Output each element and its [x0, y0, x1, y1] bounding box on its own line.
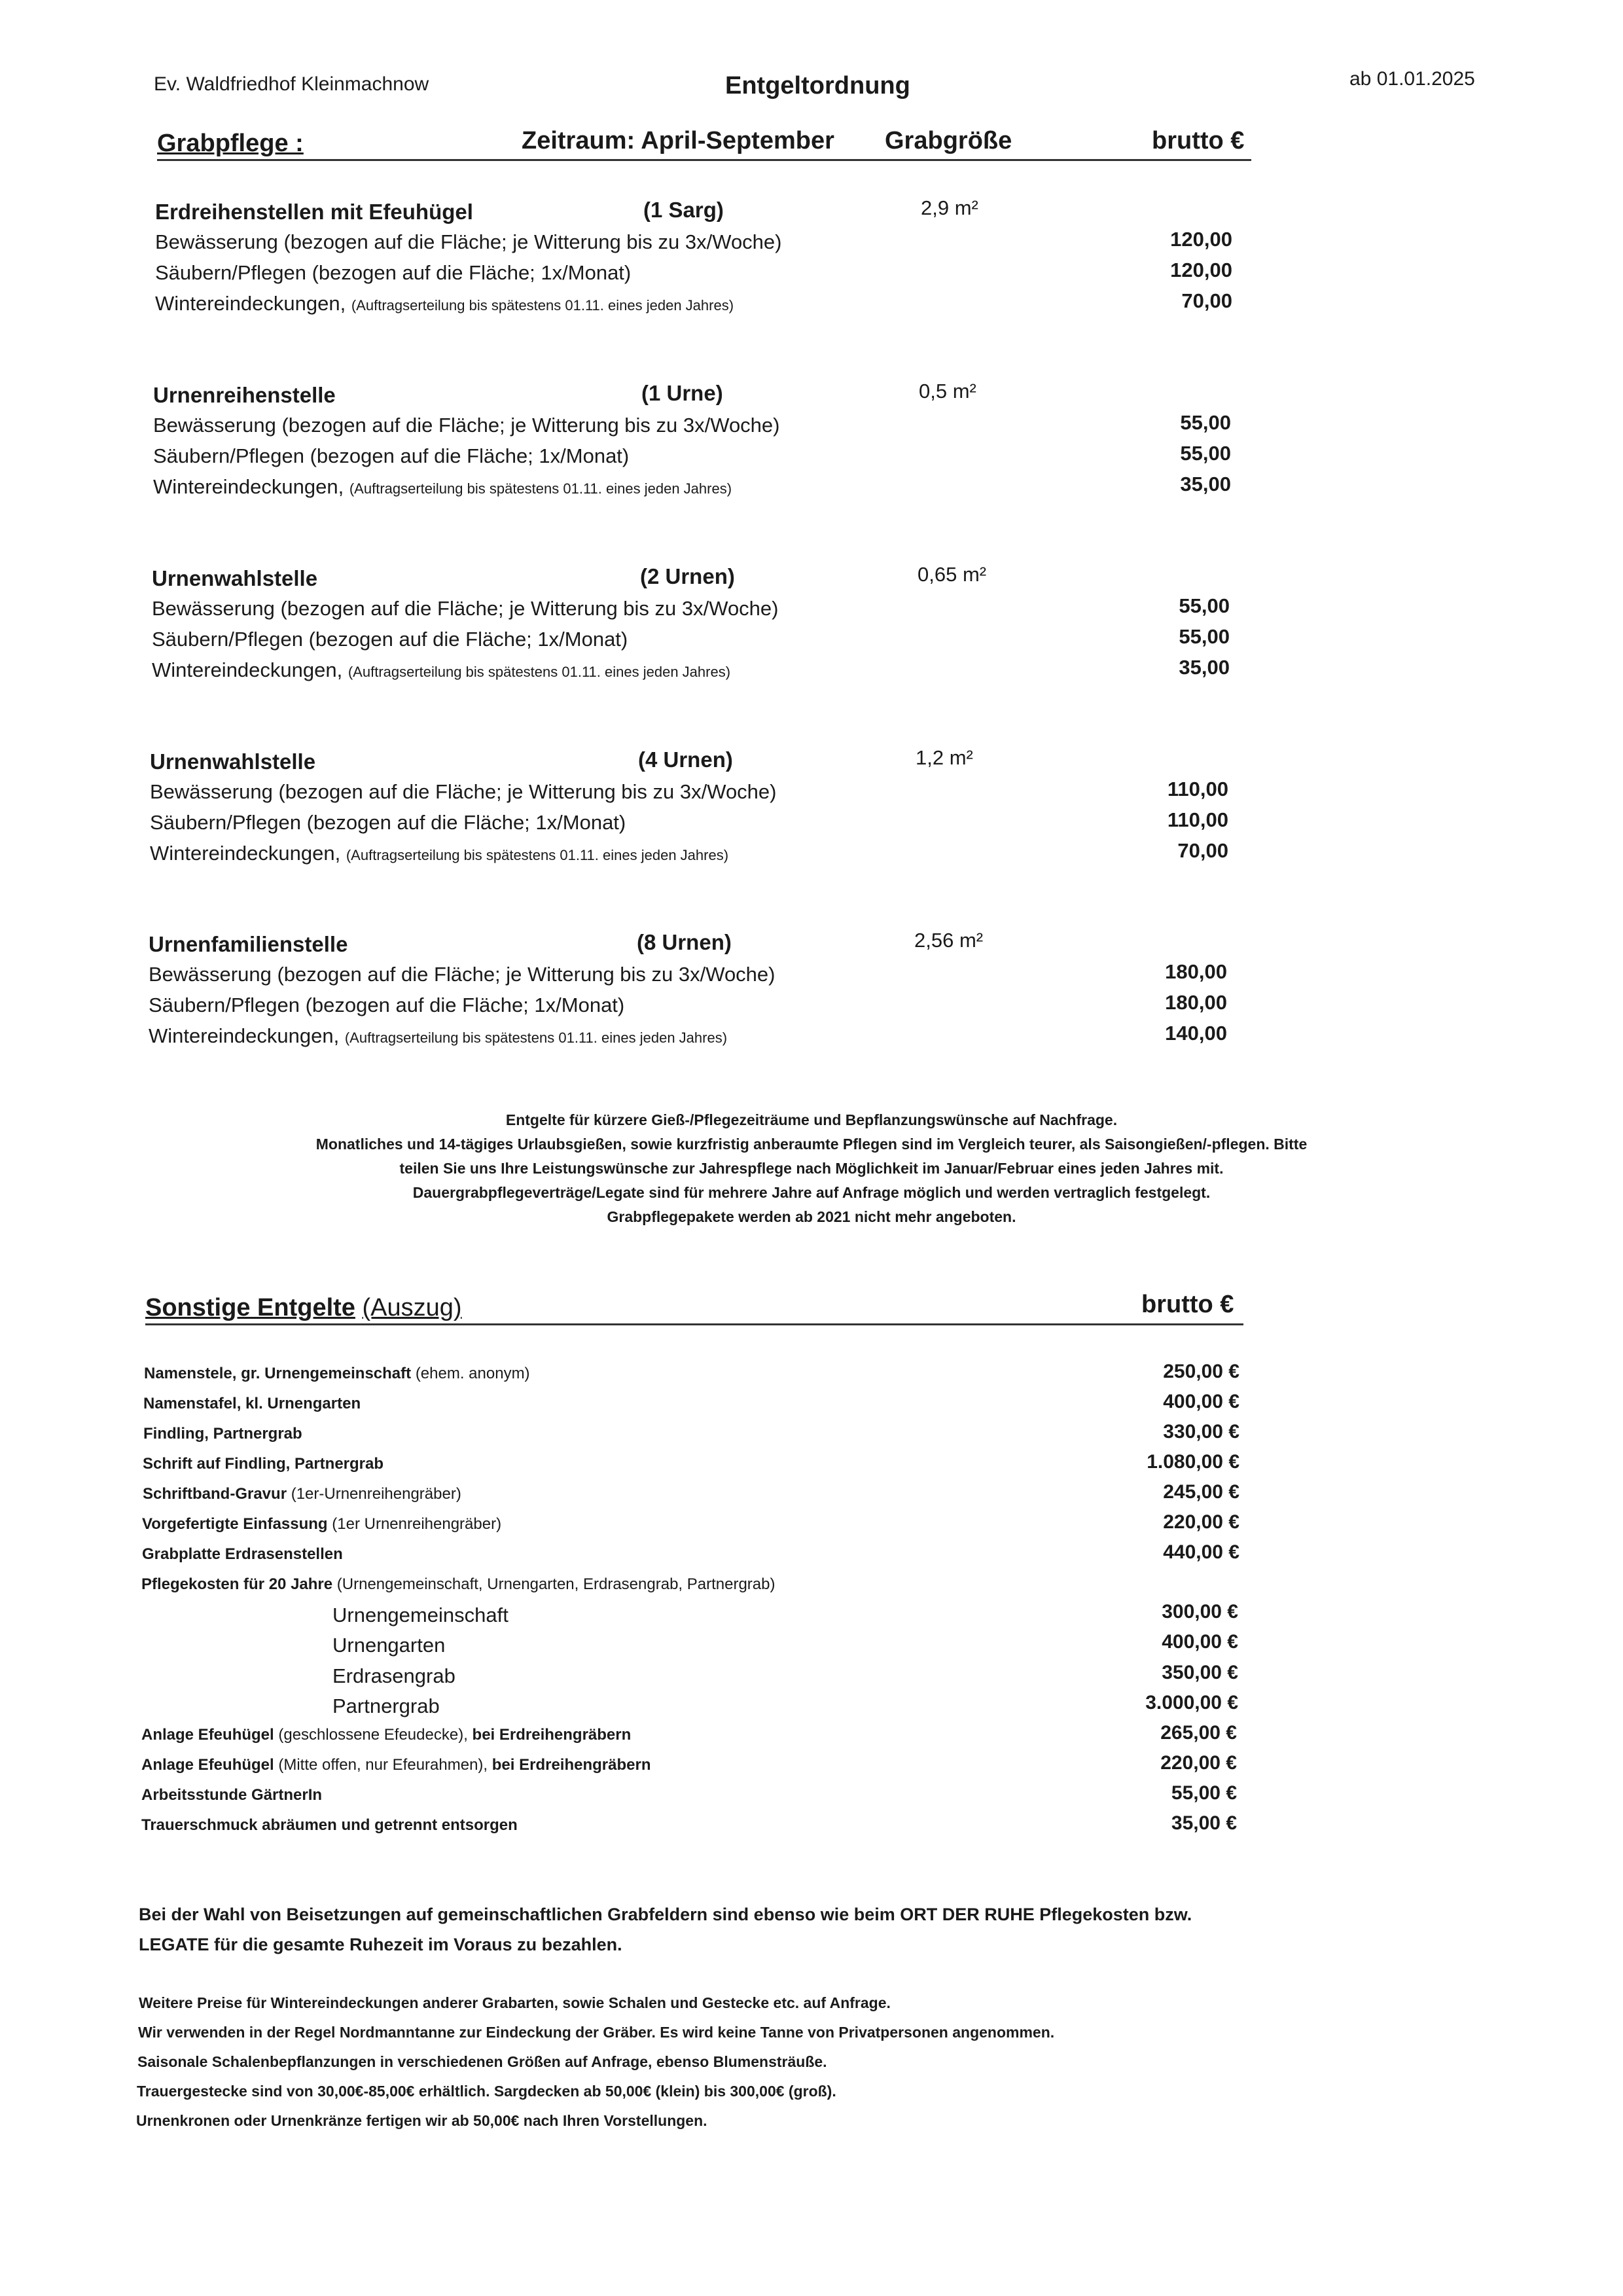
sonstige-rule — [145, 1323, 1243, 1325]
fee-item-price: 400,00 € — [1163, 1391, 1240, 1412]
fee-item — [143, 1485, 461, 1503]
watering-price: 55,00 — [1179, 594, 1230, 617]
watering-price: 180,00 — [1165, 960, 1227, 983]
header-rule — [157, 159, 1251, 161]
fee-item-name: Schriftband-Gravur — [143, 1485, 287, 1503]
fee-item-name: Pflegekosten für 20 Jahre — [141, 1575, 333, 1593]
winter-cover-label: Wintereindeckungen, — [153, 475, 344, 498]
care-cost-price: 350,00 € — [1162, 1662, 1238, 1683]
note-line: Entgelte für kürzere Gieß-/Pflegezeiträume und Bepflanzungswünsche auf Nachfrage. — [505, 1111, 1118, 1128]
sonstige-heading — [145, 1294, 462, 1322]
winter-cover-price: 70,00 — [1177, 839, 1228, 862]
winter-cover-price: 70,00 — [1181, 289, 1232, 312]
grave-unit: (1 Sarg) — [643, 198, 724, 222]
fee-item-name: Schrift auf Findling, Partnergrab — [143, 1455, 384, 1473]
grave-unit: (4 Urnen) — [638, 747, 733, 772]
footer-line: Saisonale Schalenbepflanzungen in verschiedenen Größen auf Anfrage, ebenso Blumensträuße. — [137, 2053, 827, 2070]
fee-item-price: 35,00 € — [1171, 1812, 1237, 1834]
fee-item — [141, 1726, 631, 1744]
winter-cover-deadline: (Auftragserteilung bis spätestens 01.11. eines jeden Jahres) — [346, 847, 729, 863]
winter-cover-row — [150, 842, 728, 865]
fee-item — [143, 1425, 302, 1443]
care-cost-price: 300,00 € — [1162, 1601, 1238, 1623]
note-line: Monatliches und 14-tägiges Urlaubsgießen, sowie kurzfristig anberaumte Pflegen sind im Vergleich teurer, als Saisongießen/-pflegen. Bitte — [315, 1136, 1308, 1153]
fee-item-price: 220,00 € — [1163, 1511, 1240, 1533]
winter-cover-label: Wintereindeckungen, — [150, 842, 341, 865]
cleaning-label: Säubern/Pflegen (bezogen auf die Fläche; 1x/Monat) — [150, 811, 626, 834]
fee-item-price: 1.080,00 € — [1147, 1451, 1240, 1473]
note-line: teilen Sie uns Ihre Leistungswünsche zur Jahrespflege nach Möglichkeit im Januar/Februar eines jeden Jahres mit. — [399, 1160, 1224, 1177]
winter-cover-deadline: (Auftragserteilung bis spätestens 01.11. eines jeden Jahres) — [344, 1030, 728, 1046]
legate-paragraph — [139, 1899, 1192, 1960]
fee-item — [143, 1455, 383, 1473]
cleaning-label: Säubern/Pflegen (bezogen auf die Fläche; 1x/Monat) — [152, 628, 628, 651]
grave-name: Erdreihenstellen mit Efeuhügel — [155, 200, 473, 224]
grave-size: 1,2 m² — [916, 746, 973, 769]
care-cost-grave-type: Urnengemeinschaft — [332, 1604, 508, 1626]
watering-price: 55,00 — [1180, 411, 1231, 434]
winter-cover-label: Wintereindeckungen, — [152, 658, 343, 681]
fee-item — [143, 1395, 361, 1413]
care-cost-grave-type: Urnengarten — [332, 1634, 446, 1657]
fee-item-name: Arbeitsstunde GärtnerIn — [141, 1786, 323, 1804]
note-line: Dauergrabpflegeverträge/Legate sind für mehrere Jahre auf Anfrage möglich und werden vertraglich festgelegt. — [412, 1184, 1211, 1201]
fee-item-price: 245,00 € — [1163, 1481, 1240, 1503]
fee-item-detail: (Urnengemeinschaft, Urnengarten, Erdrasengrab, Partnergrab) — [336, 1575, 776, 1593]
watering-price: 120,00 — [1170, 228, 1232, 251]
care-cost-price: 3.000,00 € — [1145, 1692, 1238, 1713]
grabpflege-notes — [0, 1108, 1623, 1229]
grave-name: Urnenwahlstelle — [152, 566, 318, 590]
fee-item — [142, 1515, 501, 1534]
grave-size-column-header: Grabgröße — [885, 127, 1012, 154]
grabpflege-heading: Grabpflege : — [157, 130, 304, 157]
winter-cover-label: Wintereindeckungen, — [149, 1024, 340, 1047]
fee-item-detail: (Mitte offen, nur Efeurahmen), — [278, 1756, 488, 1774]
cleaning-price: 110,00 — [1167, 808, 1228, 831]
cleaning-label: Säubern/Pflegen (bezogen auf die Fläche; 1x/Monat) — [155, 261, 632, 284]
fee-item-name: Namenstafel, kl. Urnengarten — [143, 1395, 361, 1412]
grave-unit: (2 Urnen) — [640, 564, 735, 588]
watering-label: Bewässerung (bezogen auf die Fläche; je Witterung bis zu 3x/Woche) — [153, 414, 780, 437]
fee-item-name: Anlage Efeuhügel — [141, 1756, 274, 1774]
winter-cover-row — [152, 658, 730, 682]
fee-item — [144, 1365, 530, 1383]
fee-item-name: Findling, Partnergrab — [143, 1425, 302, 1443]
watering-label: Bewässerung (bezogen auf die Fläche; je Witterung bis zu 3x/Woche) — [149, 963, 776, 986]
winter-cover-deadline: (Auftragserteilung bis spätestens 01.11. eines jeden Jahres) — [349, 480, 732, 497]
cleaning-price: 55,00 — [1180, 442, 1231, 465]
grave-unit: (1 Urne) — [641, 381, 723, 405]
care-cost-grave-type: Partnergrab — [332, 1695, 440, 1717]
winter-cover-label: Wintereindeckungen, — [155, 292, 346, 315]
cleaning-label: Säubern/Pflegen (bezogen auf die Fläche; 1x/Monat) — [149, 994, 625, 1016]
fee-item-scope: bei Erdreihengräbern — [491, 1756, 651, 1774]
fee-item-price: 250,00 € — [1163, 1361, 1240, 1382]
page-title: Entgeltordnung — [725, 72, 910, 99]
winter-cover-deadline: (Auftragserteilung bis spätestens 01.11. eines jeden Jahres) — [348, 664, 731, 680]
paragraph-line: LEGATE für die gesamte Ruhezeit im Voraus zu bezahlen. — [139, 1935, 622, 1954]
fee-item — [141, 1786, 322, 1804]
fee-item-detail: (geschlossene Efeudecke), — [278, 1726, 468, 1744]
fee-item — [141, 1756, 651, 1774]
cleaning-price: 120,00 — [1170, 259, 1232, 281]
grave-name: Urnenfamilienstelle — [149, 932, 348, 956]
footer-line: Trauergestecke sind von 30,00€-85,00€ erhältlich. Sargdecken ab 50,00€ (klein) bis 300,00€ (groß). — [137, 2083, 836, 2100]
watering-label: Bewässerung (bezogen auf die Fläche; je Witterung bis zu 3x/Woche) — [150, 780, 777, 803]
fee-item-detail: (ehem. anonym) — [415, 1365, 530, 1382]
fee-item-name: Trauerschmuck abräumen und getrennt entsorgen — [141, 1816, 518, 1834]
cleaning-price: 55,00 — [1179, 625, 1230, 648]
footer-line: Urnenkronen oder Urnenkränze fertigen wir ab 50,00€ nach Ihren Vorstellungen. — [136, 2112, 707, 2129]
grave-name: Urnenreihenstelle — [153, 383, 336, 407]
grave-size: 2,9 m² — [921, 196, 978, 219]
sonstige-price-column-header: brutto € — [1141, 1291, 1234, 1318]
paragraph-line: Bei der Wahl von Beisetzungen auf gemeinschaftlichen Grabfeldern sind ebenso wie beim ORT DER RUHE Pflegekosten bzw. — [139, 1905, 1192, 1924]
fee-item-price: 265,00 € — [1160, 1722, 1237, 1744]
grave-size: 0,5 m² — [919, 380, 976, 403]
fee-item-price: 55,00 € — [1171, 1782, 1237, 1804]
winter-cover-row — [153, 475, 732, 499]
watering-label: Bewässerung (bezogen auf die Fläche; je Witterung bis zu 3x/Woche) — [152, 597, 779, 620]
grave-unit: (8 Urnen) — [637, 930, 732, 954]
fee-item-name: Grabplatte Erdrasenstellen — [142, 1545, 343, 1563]
fee-item — [141, 1816, 518, 1835]
sonstige-heading-suffix: (Auszug) — [362, 1294, 462, 1321]
fee-item-name: Namenstele, gr. Urnengemeinschaft — [144, 1365, 412, 1382]
organization-name: Ev. Waldfriedhof Kleinmachnow — [154, 73, 429, 95]
price-column-header: brutto € — [1152, 127, 1245, 154]
winter-cover-deadline: (Auftragserteilung bis spätestens 01.11. eines jeden Jahres) — [351, 297, 734, 314]
fee-item-name: Anlage Efeuhügel — [141, 1726, 274, 1744]
winter-cover-row — [155, 292, 734, 315]
care-cost-price: 400,00 € — [1162, 1631, 1238, 1653]
watering-label: Bewässerung (bezogen auf die Fläche; je Witterung bis zu 3x/Woche) — [155, 230, 782, 253]
fee-item-price: 220,00 € — [1160, 1752, 1237, 1774]
fee-item — [142, 1545, 343, 1564]
sonstige-heading-text: Sonstige Entgelte — [145, 1294, 355, 1321]
winter-cover-price: 140,00 — [1165, 1022, 1227, 1045]
fee-item-price: 440,00 € — [1163, 1541, 1240, 1563]
winter-cover-price: 35,00 — [1179, 656, 1230, 679]
watering-price: 110,00 — [1167, 778, 1228, 800]
grave-name: Urnenwahlstelle — [150, 749, 316, 774]
fee-item-scope: bei Erdreihengräbern — [472, 1726, 632, 1744]
fee-item-name: Vorgefertigte Einfassung — [142, 1515, 328, 1533]
winter-cover-price: 35,00 — [1180, 473, 1231, 495]
footer-line: Weitere Preise für Wintereindeckungen anderer Grabarten, sowie Schalen und Gestecke etc. auf Anfrage. — [139, 1994, 891, 2011]
care-cost-grave-type: Erdrasengrab — [332, 1664, 455, 1687]
period-label: Zeitraum: April-September — [522, 127, 834, 154]
fee-item-detail: (1er-Urnenreihengräber) — [291, 1485, 461, 1503]
grave-size: 2,56 m² — [914, 929, 984, 952]
cleaning-label: Säubern/Pflegen (bezogen auf die Fläche; 1x/Monat) — [153, 444, 630, 467]
grave-size: 0,65 m² — [918, 563, 987, 586]
footer-line: Wir verwenden in der Regel Nordmanntanne zur Eindeckung der Gräber. Es wird keine Tanne von Privatpersonen angenommen. — [138, 2024, 1055, 2041]
note-line: Grabpflegepakete werden ab 2021 nicht mehr angeboten. — [607, 1208, 1016, 1225]
cleaning-price: 180,00 — [1165, 991, 1227, 1014]
valid-from-date: ab 01.01.2025 — [1349, 68, 1475, 90]
winter-cover-row — [149, 1024, 727, 1048]
fee-item-detail: (1er Urnenreihengräber) — [332, 1515, 502, 1533]
fee-item — [141, 1575, 775, 1594]
fee-item-price: 330,00 € — [1163, 1421, 1240, 1443]
